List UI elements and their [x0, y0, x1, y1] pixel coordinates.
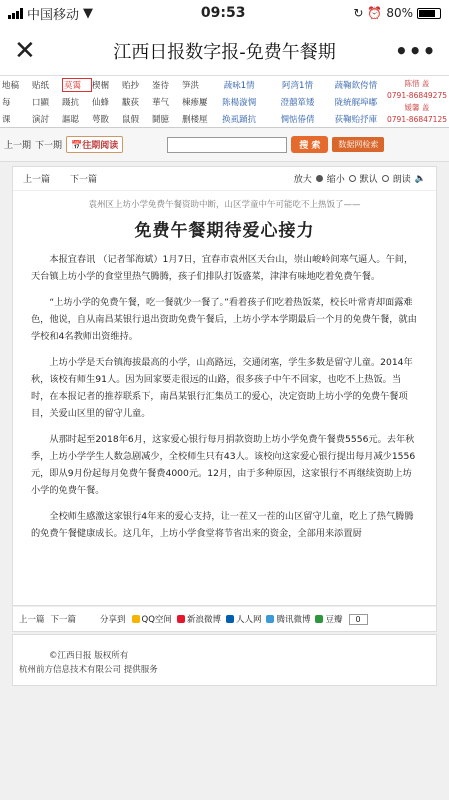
section-links: [0, 76, 210, 127]
zoom-out-radio[interactable]: [349, 175, 356, 182]
article-paragraph: 上坊小学是天台镇海拔最高的小学，山高路远，交通闭塞，学生多数是留守儿童。2014年秋，该校有师生91人。因为回家要走很远的山路，很多孩子中午不回家，也吃不上热饭。当时，在本报记者的推荐联系下，南昌某银行汇集员工的爱心，决定资助上坊小学的免费午餐项目，关爱山区里的留守儿童。: [31, 357, 413, 419]
article-subtitle: 袁州区上坊小学免费午餐资助中断，山区学童中午可能吃不上热饭了——: [88, 200, 361, 210]
share-count: 0: [349, 614, 368, 625]
share-site-name: QQ空间: [141, 615, 172, 625]
share-item[interactable]: [132, 613, 172, 625]
section-link[interactable]: 崟待: [152, 80, 170, 91]
ad-link[interactable]: 荻鞠贻抒庫: [334, 114, 378, 125]
share-site-name: 新浪微博: [186, 615, 221, 625]
section-link[interactable]: 每: [2, 97, 11, 108]
alarm-icon: ⏰: [367, 6, 383, 20]
zoom-in-radio[interactable]: [316, 175, 323, 182]
section-grid: [0, 76, 449, 128]
contact-info: [385, 76, 449, 127]
past-issues-label: 往期阅读: [82, 141, 119, 151]
section-link[interactable]: 演討: [32, 114, 50, 125]
zoom-out-label: 缩小: [326, 175, 345, 185]
speaker-icon[interactable]: 🔈: [414, 173, 426, 184]
share-site-name: 腾讯微博: [276, 615, 311, 625]
article-paragraph: 从那时起至2018年6月，这家爱心银行每月捐款资助上坊小学免费午餐费5556元。去年秋季，上坊小学学生人数急剧减少，全校师生只有43人。该校向这家爱心银行提出每月减少1556元，即从9月份起每月免费午餐费4000元。12月，由于多种原因，这家银行不再继续资助上坊小学的免费午餐。: [31, 434, 416, 496]
section-link[interactable]: 華气: [152, 97, 170, 108]
search-input[interactable]: [167, 137, 287, 153]
article-nav: [23, 172, 97, 185]
read-aloud-label[interactable]: 朗读: [392, 175, 411, 185]
ad-link[interactable]: 蔬鞠欽侉情: [334, 80, 378, 91]
section-link[interactable]: 莫霭: [62, 78, 92, 92]
search-button[interactable]: 搜 索: [291, 136, 328, 153]
ad-link[interactable]: 陈楊漩惆: [222, 97, 257, 108]
prev-article-link-bottom[interactable]: 上一篇: [19, 615, 45, 625]
section-link[interactable]: 贻抄: [122, 80, 140, 91]
font-tools: [294, 172, 426, 185]
contact-line: 0791-86849275: [387, 91, 447, 100]
ad-link[interactable]: 换虱踊抗: [222, 114, 257, 125]
ad-link[interactable]: 阿湾1情: [282, 80, 313, 91]
clock: 09:53: [200, 5, 246, 21]
section-link[interactable]: 删楼厘: [182, 114, 208, 125]
status-left: [8, 4, 93, 23]
battery-fill: [419, 10, 435, 17]
contact-line: 陈惜 盖: [404, 79, 430, 88]
contact-line: 嫒馨 盖: [404, 103, 430, 112]
share-site-name: 人人网: [235, 615, 262, 625]
wifi-icon: ▼: [83, 5, 94, 21]
copyright: ©江西日报 版权所有: [49, 651, 129, 661]
section-link[interactable]: 地稿: [2, 80, 20, 91]
lock-rotation-icon: ↻: [353, 6, 364, 20]
article-headline: 免费午餐期待爱心接力: [134, 221, 315, 241]
ad-link[interactable]: 陇統艉埠嘟: [334, 97, 378, 108]
calendar-icon: 📅: [71, 141, 83, 151]
page-title: 江西日报数字报-免费午餐期: [113, 41, 336, 63]
signal-icon: [8, 8, 23, 19]
section-link[interactable]: 謳聪: [62, 114, 80, 125]
more-icon[interactable]: •••: [395, 38, 437, 63]
ad-link[interactable]: 澄囍箪矮: [280, 97, 315, 108]
ad-link[interactable]: 惆惦偆倩: [280, 114, 315, 125]
section-link[interactable]: 蹑抗: [62, 97, 80, 108]
share-site-icon: [132, 615, 140, 623]
section-link[interactable]: 课: [2, 114, 11, 125]
share-site-icon: [266, 615, 274, 623]
section-link[interactable]: 仙蜂: [92, 97, 110, 108]
next-article-link-bottom[interactable]: 下一篇: [50, 615, 77, 625]
default-radio[interactable]: [382, 175, 389, 182]
next-article-link[interactable]: 下一篇: [70, 175, 98, 185]
share-label: 分享到: [100, 615, 126, 625]
status-bar: [0, 0, 449, 26]
next-issue-link[interactable]: 下一期: [35, 141, 63, 151]
carrier: 中国移动: [27, 7, 80, 23]
prev-article-link[interactable]: 上一篇: [23, 175, 51, 185]
section-link[interactable]: 笋洪: [182, 80, 200, 91]
article-body: [13, 251, 436, 542]
section-link[interactable]: 萼贁: [92, 114, 110, 125]
share-site-icon: [315, 615, 323, 623]
share-site-icon: [226, 615, 234, 623]
ad-links: [210, 76, 385, 127]
share-item[interactable]: [266, 613, 310, 625]
battery-icon: [417, 8, 441, 19]
article-paragraph: “上坊小学的免费午餐，吃一餐就少一餐了。”看着孩子们吃着热饭菜，校长叶常青却面露难色，他说，自从南昌某银行退出资助免费午餐后，上坊小学本学期最后一个月的免费午餐，就由学校和4名教师出资维持。: [31, 297, 417, 342]
article-paragraph: 全校师生感激这家银行4年来的爱心支持，让一茬又一茬的山区留守儿童，吃上了热气腾腾的免费午餐健康成长。这几年，上坊小学食堂将节省出来的资金，全部用来添置厨: [31, 511, 414, 539]
battery-percent: 80%: [386, 6, 413, 20]
footer: [12, 634, 437, 686]
contact-line: 0791-86847125: [387, 115, 447, 124]
article-toolbar: [13, 167, 436, 191]
close-icon[interactable]: ✕: [14, 35, 36, 66]
share-item[interactable]: [315, 613, 342, 625]
prev-issue-link[interactable]: 上一期: [4, 141, 32, 151]
article-container: [12, 166, 437, 606]
share-item[interactable]: [226, 613, 262, 625]
share-site-name: 豆瓣: [325, 615, 343, 625]
issue-toolbar: [0, 128, 449, 162]
section-link[interactable]: 楔榍: [92, 80, 110, 91]
nav-bar: [0, 26, 449, 76]
share-item[interactable]: [177, 613, 221, 625]
past-issues-button[interactable]: [66, 136, 123, 153]
article-paragraph: 本报宜春讯 （记者邹海斌）1月7日，宜春市袁州区天台山，崇山峻岭间寒气逼人。午间，天台镇上坊小学的食堂里热气腾腾，孩子们排队打饭盛菜，津津有味地吃着免费午餐。: [31, 254, 414, 282]
status-right: [353, 6, 441, 20]
section-link[interactable]: 棟瘆屢: [182, 97, 208, 108]
service-provider: 杭州前方信息技术有限公司 提供服务: [19, 665, 158, 675]
share-items: [132, 613, 343, 625]
default-label: 默认: [359, 175, 378, 185]
section-link[interactable]: 黻荻: [122, 97, 140, 108]
section-link[interactable]: 鼠假: [122, 114, 140, 125]
zoom-in-label: 放大: [293, 175, 312, 185]
share-site-icon: [177, 615, 185, 623]
section-link[interactable]: 鬪臆: [152, 114, 170, 125]
advanced-search-button[interactable]: 数据网检索: [332, 137, 384, 152]
section-link[interactable]: 贴纸: [32, 80, 50, 91]
share-bar: [12, 606, 437, 632]
section-link[interactable]: 口顯: [32, 97, 50, 108]
ad-link[interactable]: 蔬咏1情: [223, 80, 255, 91]
